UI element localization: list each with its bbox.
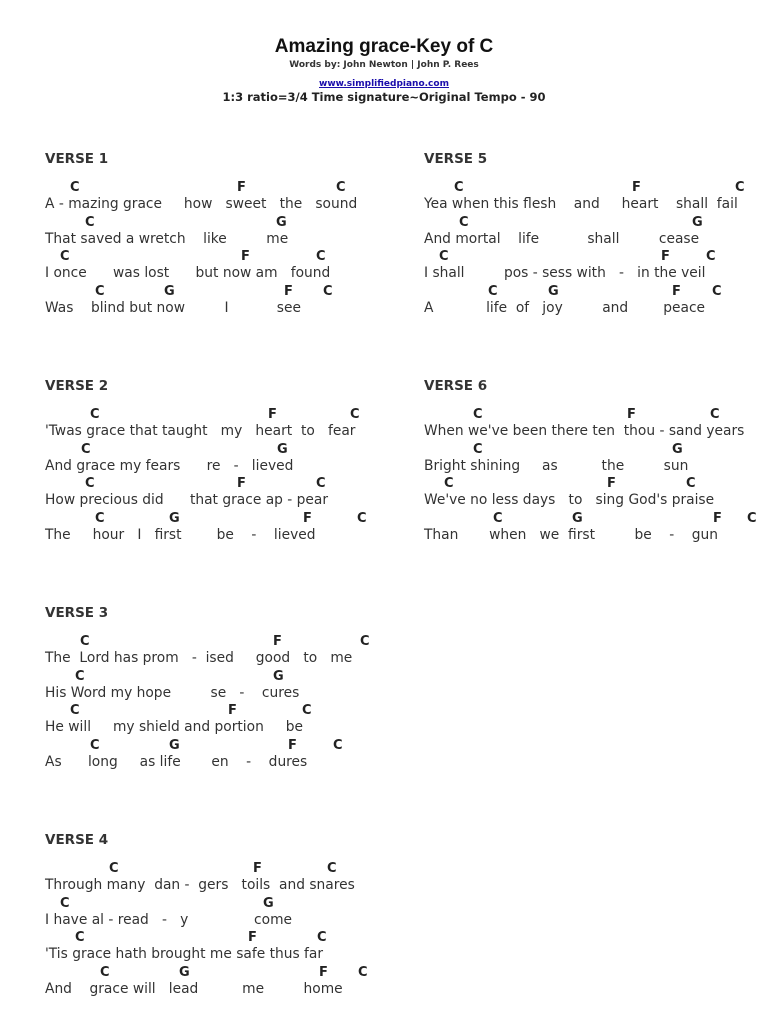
chord-symbol: C xyxy=(439,249,449,265)
chord-symbol: G xyxy=(169,510,180,526)
chord-symbol: C xyxy=(706,249,716,265)
verse-line xyxy=(45,511,385,546)
verse-line xyxy=(45,407,385,442)
verse-block xyxy=(45,604,385,772)
lyric-line: He will my shield and portion be xyxy=(45,719,303,736)
chord-symbol: C xyxy=(493,510,503,526)
chord-symbol: F xyxy=(268,407,277,422)
verse-line xyxy=(45,930,385,965)
verse-title: VERSE 3 xyxy=(45,605,109,621)
song-header xyxy=(0,36,768,104)
chord-symbol: C xyxy=(85,214,95,230)
verse-line xyxy=(45,442,385,477)
song-title: Amazing grace-Key of C xyxy=(274,36,494,57)
chord-symbol: C xyxy=(323,283,333,299)
chord-symbol: G xyxy=(572,510,583,526)
chord-symbol: G xyxy=(179,964,190,980)
chord-symbol: F xyxy=(248,930,257,946)
verse-title: VERSE 1 xyxy=(45,151,109,167)
chord-symbol: G xyxy=(692,214,703,230)
chord-symbol: C xyxy=(459,214,469,230)
verse-block xyxy=(45,150,385,318)
chord-symbol: C xyxy=(333,737,343,753)
chord-symbol: F xyxy=(237,180,246,195)
lyric-line: Was blind but now I see xyxy=(45,299,301,316)
chord-symbol: F xyxy=(661,249,670,265)
verse-block xyxy=(45,377,385,545)
chord-symbol: G xyxy=(273,668,284,684)
lyric-line: How precious did that grace ap - pear xyxy=(45,492,329,509)
verse-block xyxy=(45,831,385,999)
chord-symbol: F xyxy=(288,737,297,753)
verse-line xyxy=(424,249,764,284)
verse-line xyxy=(45,215,385,250)
chord-symbol: C xyxy=(473,407,483,422)
verse-line xyxy=(45,861,385,896)
verse-line xyxy=(424,215,764,250)
lyric-line: 'Twas grace that taught my heart to fear xyxy=(45,423,356,439)
lyric-line: A - mazing grace how sweet the sound xyxy=(45,196,358,212)
verse-line xyxy=(424,442,764,477)
verse-title: VERSE 2 xyxy=(45,378,109,394)
chord-symbol: C xyxy=(90,407,100,422)
chord-symbol: C xyxy=(747,510,757,526)
lyric-line: Bright shining as the sun xyxy=(424,457,689,474)
chord-symbol: C xyxy=(473,441,483,457)
chord-symbol: C xyxy=(100,964,110,980)
chord-symbol: F xyxy=(237,476,246,492)
verse-line xyxy=(424,511,764,546)
verse-line xyxy=(45,634,385,669)
chord-symbol: C xyxy=(686,476,696,492)
chord-symbol: C xyxy=(81,441,91,457)
lyric-line: 'Tis grace hath brought me safe thus far xyxy=(45,946,324,963)
chord-symbol: C xyxy=(358,964,368,980)
chord-symbol: C xyxy=(454,180,464,195)
chord-symbol: C xyxy=(95,510,105,526)
chord-symbol: C xyxy=(488,283,498,299)
chord-symbol: C xyxy=(444,476,454,492)
chord-symbol: G xyxy=(277,441,288,457)
chord-symbol: G xyxy=(164,283,175,299)
chord-symbol: C xyxy=(60,895,70,911)
lyric-line: I once was lost but now am found xyxy=(45,265,331,282)
lyric-line: And mortal life shall cease xyxy=(424,230,700,247)
song-credits: Words by: John Newton | John P. Rees xyxy=(289,60,479,70)
chord-symbol: F xyxy=(672,283,681,299)
lyric-line: A life of joy and peace xyxy=(424,299,706,316)
chord-symbol: F xyxy=(284,283,293,299)
chord-symbol: C xyxy=(60,249,70,265)
chord-symbol: F xyxy=(319,964,328,980)
chord-symbol: C xyxy=(316,476,326,492)
verse-line xyxy=(424,476,764,511)
lyric-line: And grace will lead me home xyxy=(45,980,343,997)
lyric-line: And grace my fears re - lieved xyxy=(45,457,294,474)
verse-line xyxy=(424,284,764,319)
chord-symbol: C xyxy=(75,668,85,684)
lyric-line: The Lord has prom - ised good to me xyxy=(45,650,353,666)
chord-symbol: F xyxy=(253,861,262,876)
chord-symbol: F xyxy=(228,703,237,719)
chord-symbol: C xyxy=(712,283,722,299)
chord-symbol: F xyxy=(627,407,636,422)
chord-symbol: C xyxy=(85,476,95,492)
chord-symbol: C xyxy=(357,510,367,526)
lyric-line: His Word my hope se - cures xyxy=(45,684,300,701)
chord-symbol: F xyxy=(241,249,250,265)
chord-symbol: C xyxy=(70,180,80,195)
chord-symbol: C xyxy=(316,249,326,265)
verse-line xyxy=(424,180,764,215)
chord-symbol: C xyxy=(735,180,745,195)
lyric-line: Through many dan - gers toils and snares xyxy=(45,877,355,893)
lyric-line: Than when we first be - gun xyxy=(424,526,719,543)
chord-symbol: C xyxy=(327,861,337,876)
chord-symbol: F xyxy=(303,510,312,526)
chord-symbol: G xyxy=(548,283,559,299)
verse-line xyxy=(45,896,385,931)
chord-symbol: C xyxy=(360,634,370,649)
verse-line xyxy=(45,476,385,511)
verse-title: VERSE 5 xyxy=(424,151,488,167)
verse-line xyxy=(45,669,385,704)
chord-symbol: G xyxy=(672,441,683,457)
chord-symbol: C xyxy=(90,737,100,753)
chord-symbol: F xyxy=(713,510,722,526)
verse-line xyxy=(45,180,385,215)
chord-symbol: G xyxy=(276,214,287,230)
chord-symbol: C xyxy=(317,930,327,946)
lyric-line: We've no less days to sing God's praise xyxy=(424,492,715,509)
lyric-line: I shall pos - sess with - in the veil xyxy=(424,265,706,282)
chord-symbol: C xyxy=(710,407,720,422)
verse-line xyxy=(45,284,385,319)
chord-symbol: C xyxy=(95,283,105,299)
verse-title: VERSE 4 xyxy=(45,832,109,848)
verse-title: VERSE 6 xyxy=(424,378,488,394)
chord-symbol: C xyxy=(109,861,119,876)
lyric-line: When we've been there ten thou - sand years xyxy=(424,423,745,439)
lyric-line: As long as life en - dures xyxy=(45,753,308,770)
chord-symbol: F xyxy=(273,634,282,649)
verse-block xyxy=(424,377,764,545)
verse-line xyxy=(45,965,385,1000)
chord-symbol: F xyxy=(607,476,616,492)
chord-symbol: C xyxy=(75,930,85,946)
lyric-line: The hour I first be - lieved xyxy=(45,526,316,543)
verse-line xyxy=(45,738,385,773)
chord-symbol: C xyxy=(80,634,90,649)
chord-symbol: C xyxy=(350,407,360,422)
verse-line xyxy=(45,249,385,284)
chord-symbol: C xyxy=(302,703,312,719)
chord-symbol: F xyxy=(632,180,641,195)
website-link[interactable]: www.simplifiedpiano.com xyxy=(319,79,449,89)
lyric-line: That saved a wretch like me xyxy=(45,230,289,247)
chord-symbol: G xyxy=(169,737,180,753)
verse-line xyxy=(424,407,764,442)
lyric-line: Yea when this flesh and heart shall fail xyxy=(424,196,738,212)
lyric-line: I have al - read - y come xyxy=(45,911,292,928)
tempo-info: 1:3 ratio=3/4 Time signature~Original Tempo - 90 xyxy=(222,90,546,104)
chord-symbol: G xyxy=(263,895,274,911)
verse-line xyxy=(45,703,385,738)
chord-symbol: C xyxy=(336,180,346,195)
chord-symbol: C xyxy=(70,703,80,719)
verse-block xyxy=(424,150,764,318)
